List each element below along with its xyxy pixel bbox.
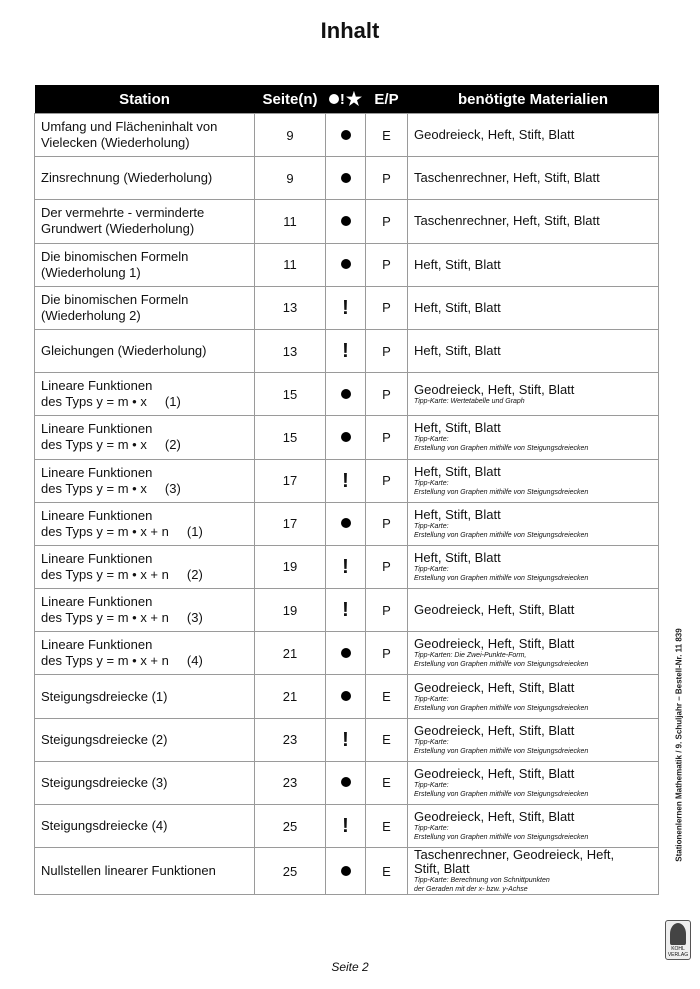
header-seite: Seite(n) bbox=[255, 85, 326, 114]
station-cell bbox=[35, 286, 255, 329]
dot-icon bbox=[341, 518, 351, 528]
station-line: Steigungsdreiecke (2) bbox=[41, 731, 168, 747]
difficulty-cell bbox=[326, 286, 366, 329]
table-row bbox=[35, 848, 659, 895]
station-cell bbox=[35, 545, 255, 588]
dot-icon bbox=[341, 691, 351, 701]
materials-cell bbox=[408, 200, 659, 243]
difficulty-cell bbox=[326, 157, 366, 200]
page-title: Inhalt bbox=[320, 18, 380, 43]
difficulty-cell bbox=[326, 848, 366, 895]
station-cell bbox=[35, 114, 255, 157]
ep-cell: P bbox=[366, 243, 408, 286]
station-line: des Typs y = m • x + n (3) bbox=[41, 610, 203, 626]
materials-text: Geodreieck, Heft, Stift, Blatt bbox=[414, 809, 575, 825]
station-line: Vielecken (Wiederholung) bbox=[41, 135, 190, 151]
difficulty-cell bbox=[326, 200, 366, 243]
materials-text: Taschenrechner, Geodreieck, Heft, Stift, Blatt bbox=[414, 847, 615, 877]
ep-cell: P bbox=[366, 329, 408, 372]
station-cell bbox=[35, 761, 255, 804]
station-line: des Typs y = m • x + n (1) bbox=[41, 523, 203, 539]
ep-cell: P bbox=[366, 632, 408, 675]
materials-text: Geodreieck, Heft, Stift, Blatt bbox=[414, 381, 575, 397]
station-line: Die binomischen Formeln bbox=[41, 291, 189, 307]
table-row bbox=[35, 545, 659, 588]
station-cell bbox=[35, 416, 255, 459]
page-cell: 23 bbox=[255, 761, 326, 804]
exclamation-icon: ! bbox=[339, 90, 345, 108]
star-icon: ★ bbox=[345, 88, 363, 109]
dot-icon bbox=[341, 216, 351, 226]
publisher-logo bbox=[665, 920, 691, 960]
contents-table bbox=[34, 85, 659, 895]
table-row bbox=[35, 761, 659, 804]
table-row bbox=[35, 416, 659, 459]
table-row bbox=[35, 718, 659, 761]
materials-text: Heft, Stift, Blatt bbox=[414, 506, 501, 522]
station-cell bbox=[35, 459, 255, 502]
materials-text: Heft, Stift, Blatt bbox=[414, 420, 501, 436]
materials-cell bbox=[408, 157, 659, 200]
sidebar-imprint bbox=[664, 600, 694, 900]
materials-cell bbox=[408, 761, 659, 804]
materials-text: Geodreieck, Heft, Stift, Blatt bbox=[414, 636, 575, 652]
tip-card-note: Tipp-Karte: Erstellung von Graphen mithilfe von Steigungsdreiecken bbox=[414, 565, 589, 582]
materials-text: Geodreieck, Heft, Stift, Blatt bbox=[414, 765, 575, 781]
table-row bbox=[35, 675, 659, 718]
page-cell: 15 bbox=[255, 373, 326, 416]
page-cell: 15 bbox=[255, 416, 326, 459]
tip-card-note: Tipp-Karte: Erstellung von Graphen mithilfe von Steigungsdreiecken bbox=[414, 781, 589, 798]
difficulty-cell bbox=[326, 243, 366, 286]
station-line: (Wiederholung 1) bbox=[41, 264, 141, 280]
materials-text: Taschenrechner, Heft, Stift, Blatt bbox=[414, 213, 600, 229]
dot-icon bbox=[329, 94, 339, 104]
page-cell: 19 bbox=[255, 545, 326, 588]
ep-cell: P bbox=[366, 416, 408, 459]
ep-cell: P bbox=[366, 545, 408, 588]
exclamation-icon: ! bbox=[342, 599, 349, 622]
materials-cell bbox=[408, 632, 659, 675]
dot-icon bbox=[341, 259, 351, 269]
station-line: Lineare Funktionen bbox=[41, 464, 153, 480]
station-cell bbox=[35, 200, 255, 243]
station-line: Die binomischen Formeln bbox=[41, 248, 189, 264]
dot-icon bbox=[341, 432, 351, 442]
dot-icon bbox=[341, 866, 351, 876]
materials-cell bbox=[408, 373, 659, 416]
materials-cell bbox=[408, 329, 659, 372]
dot-icon bbox=[341, 648, 351, 658]
station-line: des Typs y = m • x (2) bbox=[41, 437, 181, 453]
station-line: Der vermehrte - verminderte bbox=[41, 205, 205, 221]
table-row bbox=[35, 502, 659, 545]
table-row bbox=[35, 286, 659, 329]
station-cell bbox=[35, 848, 255, 895]
tip-card-note: Tipp-Karten: Die Zwei-Punkte-Form, Erstellung von Graphen mithilfe von Steigungsdreiecken bbox=[414, 652, 589, 669]
materials-cell bbox=[408, 243, 659, 286]
ep-cell: P bbox=[366, 157, 408, 200]
dot-icon bbox=[341, 389, 351, 399]
station-line: Lineare Funktionen bbox=[41, 550, 153, 566]
station-line: des Typs y = m • x + n (2) bbox=[41, 566, 203, 582]
tree-icon bbox=[670, 923, 686, 945]
table-row bbox=[35, 459, 659, 502]
station-cell bbox=[35, 632, 255, 675]
dot-icon bbox=[341, 777, 351, 787]
page-cell: 23 bbox=[255, 718, 326, 761]
station-line: (Wiederholung 2) bbox=[41, 307, 141, 323]
station-line: Steigungsdreiecke (4) bbox=[41, 818, 168, 834]
header-materials: benötigte Materialien bbox=[408, 85, 659, 114]
difficulty-cell bbox=[326, 502, 366, 545]
materials-text: Taschenrechner, Heft, Stift, Blatt bbox=[414, 170, 600, 186]
ep-cell: P bbox=[366, 200, 408, 243]
table-row bbox=[35, 805, 659, 848]
tip-card-note: Tipp-Karte: Berechnung von Schnittpunkten der Geraden mit der x- bzw. y-Achse bbox=[414, 877, 550, 894]
station-line: Gleichungen (Wiederholung) bbox=[41, 343, 207, 359]
dot-icon bbox=[341, 130, 351, 140]
page-cell: 17 bbox=[255, 502, 326, 545]
station-line: Zinsrechnung (Wiederholung) bbox=[41, 170, 213, 186]
page-cell: 25 bbox=[255, 848, 326, 895]
materials-text: Heft, Stift, Blatt bbox=[414, 463, 501, 479]
materials-cell bbox=[408, 545, 659, 588]
header-station: Station bbox=[35, 85, 255, 114]
materials-cell bbox=[408, 805, 659, 848]
station-cell bbox=[35, 329, 255, 372]
exclamation-icon: ! bbox=[342, 296, 349, 319]
difficulty-cell bbox=[326, 329, 366, 372]
ep-cell: P bbox=[366, 373, 408, 416]
difficulty-cell bbox=[326, 761, 366, 804]
difficulty-cell bbox=[326, 675, 366, 718]
tip-card-note: Tipp-Karte: Erstellung von Graphen mithilfe von Steigungsdreiecken bbox=[414, 738, 589, 755]
page-cell: 9 bbox=[255, 114, 326, 157]
station-line: des Typs y = m • x + n (4) bbox=[41, 653, 203, 669]
station-line: Lineare Funktionen bbox=[41, 637, 153, 653]
tip-card-note: Tipp-Karte: Erstellung von Graphen mithilfe von Steigungsdreiecken bbox=[414, 522, 589, 539]
materials-text: Heft, Stift, Blatt bbox=[414, 299, 501, 315]
table-row bbox=[35, 329, 659, 372]
page-cell: 11 bbox=[255, 243, 326, 286]
materials-text: Geodreieck, Heft, Stift, Blatt bbox=[414, 679, 575, 695]
materials-text: Geodreieck, Heft, Stift, Blatt bbox=[414, 602, 575, 618]
materials-text: Geodreieck, Heft, Stift, Blatt bbox=[414, 722, 575, 738]
station-cell bbox=[35, 675, 255, 718]
station-line: Lineare Funktionen bbox=[41, 421, 153, 437]
header-ep: E/P bbox=[366, 85, 408, 114]
ep-cell: P bbox=[366, 589, 408, 632]
exclamation-icon: ! bbox=[342, 555, 349, 578]
ep-cell: P bbox=[366, 502, 408, 545]
table-row bbox=[35, 200, 659, 243]
exclamation-icon: ! bbox=[342, 728, 349, 751]
station-line: Nullstellen linearer Funktionen bbox=[41, 863, 216, 879]
station-line: Umfang und Flächeninhalt von bbox=[41, 119, 218, 135]
page-cell: 13 bbox=[255, 286, 326, 329]
table-body bbox=[35, 114, 659, 895]
table-row bbox=[35, 373, 659, 416]
station-cell bbox=[35, 243, 255, 286]
exclamation-icon: ! bbox=[342, 815, 349, 838]
difficulty-cell bbox=[326, 805, 366, 848]
table-row bbox=[35, 157, 659, 200]
difficulty-cell bbox=[326, 545, 366, 588]
materials-cell bbox=[408, 114, 659, 157]
difficulty-cell bbox=[326, 632, 366, 675]
station-line: Lineare Funktionen bbox=[41, 378, 153, 394]
difficulty-cell bbox=[326, 589, 366, 632]
table-row bbox=[35, 243, 659, 286]
ep-cell: E bbox=[366, 848, 408, 895]
station-cell bbox=[35, 373, 255, 416]
table-header-row bbox=[35, 85, 659, 114]
materials-cell bbox=[408, 286, 659, 329]
table-row bbox=[35, 632, 659, 675]
page-cell: 21 bbox=[255, 675, 326, 718]
materials-text: Heft, Stift, Blatt bbox=[414, 256, 501, 272]
tip-card-note: Tipp-Karte: Wertetabelle und Graph bbox=[414, 397, 525, 405]
table-row bbox=[35, 114, 659, 157]
ep-cell: P bbox=[366, 459, 408, 502]
tip-card-note: Tipp-Karte: Erstellung von Graphen mithilfe von Steigungsdreiecken bbox=[414, 479, 589, 496]
page-cell: 13 bbox=[255, 329, 326, 372]
ep-cell: E bbox=[366, 675, 408, 718]
ep-cell: E bbox=[366, 805, 408, 848]
difficulty-cell bbox=[326, 718, 366, 761]
station-cell bbox=[35, 805, 255, 848]
page-cell: 11 bbox=[255, 200, 326, 243]
logo-text: KOHL VERLAG bbox=[667, 946, 689, 958]
station-cell bbox=[35, 502, 255, 545]
materials-cell bbox=[408, 675, 659, 718]
materials-cell bbox=[408, 502, 659, 545]
station-line: des Typs y = m • x (1) bbox=[41, 394, 181, 410]
page-cell: 21 bbox=[255, 632, 326, 675]
station-line: des Typs y = m • x (3) bbox=[41, 480, 181, 496]
page-cell: 9 bbox=[255, 157, 326, 200]
ep-cell: E bbox=[366, 761, 408, 804]
difficulty-cell bbox=[326, 416, 366, 459]
table-row bbox=[35, 589, 659, 632]
materials-text: Geodreieck, Heft, Stift, Blatt bbox=[414, 127, 575, 143]
materials-cell bbox=[408, 718, 659, 761]
exclamation-icon: ! bbox=[342, 469, 349, 492]
ep-cell: E bbox=[366, 718, 408, 761]
station-line: Lineare Funktionen bbox=[41, 507, 153, 523]
station-line: Lineare Funktionen bbox=[41, 594, 153, 610]
dot-icon bbox=[341, 173, 351, 183]
materials-cell bbox=[408, 459, 659, 502]
materials-text: Heft, Stift, Blatt bbox=[414, 343, 501, 359]
materials-cell bbox=[408, 848, 659, 895]
tip-card-note: Tipp-Karte: Erstellung von Graphen mithilfe von Steigungsdreiecken bbox=[414, 695, 589, 712]
ep-cell: E bbox=[366, 114, 408, 157]
materials-text: Heft, Stift, Blatt bbox=[414, 549, 501, 565]
page-cell: 19 bbox=[255, 589, 326, 632]
exclamation-icon: ! bbox=[342, 340, 349, 363]
page-number: Seite 2 bbox=[331, 960, 369, 974]
sidebar-text: Stationenlernen Mathematik / 9. Schuljahr – Bestell-Nr. 11 839 bbox=[674, 628, 684, 862]
station-cell bbox=[35, 157, 255, 200]
materials-cell bbox=[408, 589, 659, 632]
difficulty-cell bbox=[326, 373, 366, 416]
materials-cell bbox=[408, 416, 659, 459]
station-line: Grundwert (Wiederholung) bbox=[41, 221, 195, 237]
station-cell bbox=[35, 589, 255, 632]
station-cell bbox=[35, 718, 255, 761]
station-line: Steigungsdreiecke (1) bbox=[41, 688, 168, 704]
tip-card-note: Tipp-Karte: Erstellung von Graphen mithilfe von Steigungsdreiecken bbox=[414, 436, 589, 453]
station-line: Steigungsdreiecke (3) bbox=[41, 774, 168, 790]
difficulty-cell bbox=[326, 114, 366, 157]
page-cell: 25 bbox=[255, 805, 326, 848]
tip-card-note: Tipp-Karte: Erstellung von Graphen mithilfe von Steigungsdreiecken bbox=[414, 825, 589, 842]
page-cell: 17 bbox=[255, 459, 326, 502]
header-symbols bbox=[326, 85, 366, 114]
difficulty-cell bbox=[326, 459, 366, 502]
ep-cell: P bbox=[366, 286, 408, 329]
